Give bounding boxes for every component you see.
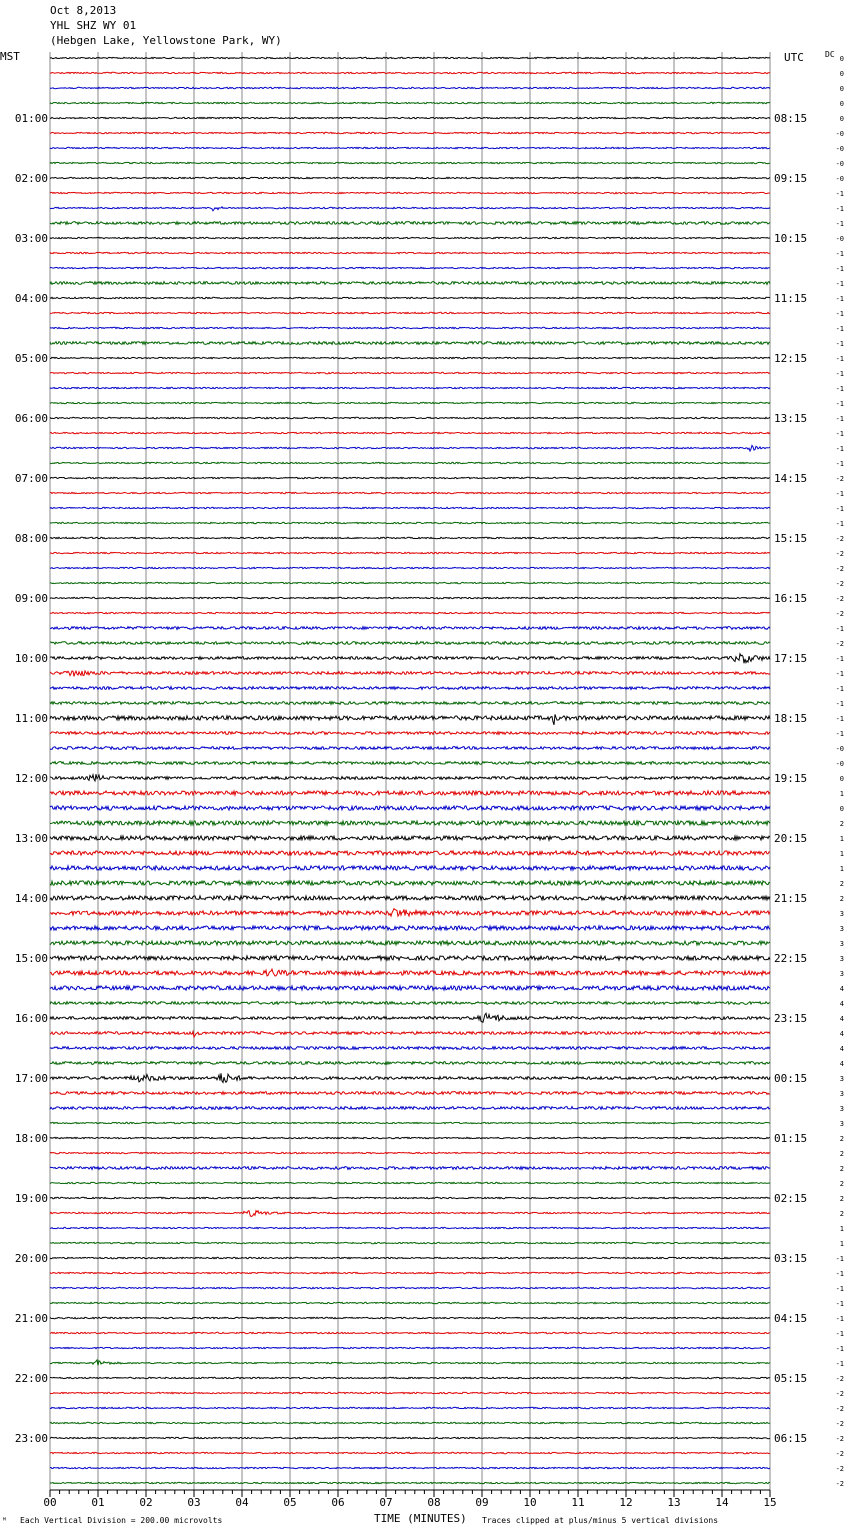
hour-label-utc: 20:15: [774, 832, 808, 845]
hour-label-mst: 12:00: [14, 772, 48, 785]
trace-row-8: [50, 177, 770, 178]
dc-offset-value: -1: [835, 655, 844, 663]
trace-row-56: [50, 896, 770, 900]
dc-offset-value: -1: [835, 1300, 844, 1308]
trace-row-68: [50, 1073, 770, 1082]
dc-offset-value: 0: [839, 775, 844, 783]
trace-row-66: [50, 1047, 770, 1050]
hour-label-mst: 02:00: [14, 172, 48, 185]
x-tick-label: 12: [619, 1496, 633, 1509]
dc-offset-value: -1: [835, 700, 844, 708]
trace-row-74: [50, 1167, 770, 1170]
trace-row-14: [50, 267, 770, 268]
trace-row-54: [50, 866, 770, 870]
trace-row-46: [50, 747, 770, 750]
dc-offset-value: 3: [839, 1105, 844, 1113]
hour-label-utc: 08:15: [774, 112, 808, 125]
trace-row-65: [50, 1032, 770, 1038]
trace-row-35: [50, 582, 770, 583]
dc-offset-value: 1: [839, 1240, 844, 1248]
trace-row-0: [50, 57, 770, 58]
dc-offset-value: -1: [835, 460, 844, 468]
dc-offset-value: 0: [839, 805, 844, 813]
dc-offset-value: -2: [835, 610, 844, 618]
trace-row-55: [50, 881, 770, 885]
x-tick-label: 07: [379, 1496, 393, 1509]
dc-offset-value: -1: [835, 310, 844, 318]
trace-row-63: [50, 1002, 770, 1005]
dc-offset-value: 3: [839, 1075, 844, 1083]
hour-label-utc: 02:15: [774, 1192, 808, 1205]
dc-offset-value: 0: [839, 70, 844, 78]
trace-row-44: [50, 714, 770, 725]
trace-row-89: [50, 1392, 770, 1393]
trace-row-43: [50, 702, 770, 705]
hour-label-utc: 01:15: [774, 1132, 808, 1145]
hour-label-mst: 20:00: [14, 1252, 48, 1265]
hour-label-utc: 15:15: [774, 532, 808, 545]
hour-label-mst: 03:00: [14, 232, 48, 245]
dc-offset-value: 2: [839, 880, 844, 888]
trace-row-67: [50, 1062, 770, 1065]
dc-offset-value: -1: [835, 250, 844, 258]
trace-row-33: [50, 552, 770, 553]
dc-offset-value: -1: [835, 685, 844, 693]
trace-row-13: [50, 252, 770, 253]
dc-offset-value: 3: [839, 1090, 844, 1098]
trace-row-31: [50, 522, 770, 523]
dc-offset-value: 3: [839, 940, 844, 948]
trace-row-28: [50, 477, 770, 478]
hour-label-utc: 16:15: [774, 592, 808, 605]
dc-offset-value: -1: [835, 505, 844, 513]
x-tick-label: 13: [667, 1496, 681, 1509]
dc-offset-value: 2: [839, 1195, 844, 1203]
dc-offset-value: -2: [835, 580, 844, 588]
trace-row-69: [50, 1092, 770, 1095]
trace-row-5: [50, 132, 770, 133]
trace-row-81: [50, 1272, 770, 1273]
trace-row-52: [50, 836, 770, 840]
dc-offset-value: -2: [835, 475, 844, 483]
dc-offset-value: 0: [839, 100, 844, 108]
hour-label-utc: 04:15: [774, 1312, 808, 1325]
x-tick-label: 11: [571, 1496, 585, 1509]
header-date: Oct 8,2013: [50, 4, 117, 17]
trace-row-10: [50, 207, 770, 211]
right-timezone-label: UTC: [784, 51, 804, 64]
trace-row-19: [50, 342, 770, 345]
trace-row-15: [50, 282, 770, 285]
x-tick-label: 15: [763, 1496, 777, 1509]
trace-row-50: [50, 806, 770, 810]
dc-offset-value: 3: [839, 910, 844, 918]
trace-row-88: [50, 1377, 770, 1378]
dc-offset-value: 1: [839, 835, 844, 843]
hour-label-mst: 17:00: [14, 1072, 48, 1085]
trace-row-32: [50, 537, 770, 538]
hour-label-utc: 06:15: [774, 1432, 808, 1445]
trace-row-16: [50, 297, 770, 298]
dc-offset-value: 4: [839, 1000, 844, 1008]
dc-offset-value: 1: [839, 790, 844, 798]
dc-offset-value: -1: [835, 370, 844, 378]
trace-row-59: [50, 941, 770, 945]
x-tick-label: 14: [715, 1496, 729, 1509]
hour-label-mst: 11:00: [14, 712, 48, 725]
trace-row-38: [50, 627, 770, 630]
dc-offset-value: -2: [835, 1390, 844, 1398]
trace-row-91: [50, 1422, 770, 1423]
trace-row-36: [50, 597, 770, 598]
dc-offset-value: -1: [835, 625, 844, 633]
dc-offset-value: 4: [839, 1015, 844, 1023]
hour-label-mst: 01:00: [14, 112, 48, 125]
trace-row-58: [50, 926, 770, 930]
trace-row-48: [50, 774, 770, 781]
trace-row-84: [50, 1317, 770, 1318]
hour-label-mst: 13:00: [14, 832, 48, 845]
trace-row-21: [50, 372, 770, 373]
x-tick-label: 10: [523, 1496, 537, 1509]
dc-offset-value: -1: [835, 220, 844, 228]
dc-offset-value: -0: [835, 130, 844, 138]
dc-offset-value: 0: [839, 85, 844, 93]
hour-label-mst: 05:00: [14, 352, 48, 365]
trace-row-26: [50, 445, 770, 451]
dc-offset-value: 2: [839, 1180, 844, 1188]
dc-offset-value: -2: [835, 1435, 844, 1443]
dc-offset-value: -0: [835, 175, 844, 183]
dc-offset-value: -2: [835, 1450, 844, 1458]
hour-label-utc: 22:15: [774, 952, 808, 965]
x-tick-label: 08: [427, 1496, 441, 1509]
dc-offset-value: 2: [839, 1150, 844, 1158]
header-location: (Hebgen Lake, Yellowstone Park, WY): [50, 34, 282, 47]
hour-label-utc: 19:15: [774, 772, 808, 785]
dc-offset-value: -0: [835, 145, 844, 153]
trace-row-62: [50, 986, 770, 990]
dc-offset-value: -2: [835, 1405, 844, 1413]
dc-offset-value: -2: [835, 1420, 844, 1428]
dc-offset-value: -1: [835, 295, 844, 303]
trace-row-30: [50, 507, 770, 508]
left-timezone-label: MST: [0, 50, 20, 63]
dc-offset-value: -1: [835, 430, 844, 438]
trace-row-9: [50, 192, 770, 193]
trace-row-25: [50, 432, 770, 433]
hour-label-utc: 17:15: [774, 652, 808, 665]
trace-row-57: [50, 909, 770, 917]
hour-label-mst: 14:00: [14, 892, 48, 905]
hour-label-mst: 08:00: [14, 532, 48, 545]
trace-row-73: [50, 1152, 770, 1153]
trace-row-70: [50, 1107, 770, 1110]
dc-offset-value: -1: [835, 355, 844, 363]
trace-row-87: [50, 1360, 770, 1365]
trace-row-17: [50, 312, 770, 313]
trace-row-45: [50, 732, 770, 735]
trace-row-93: [50, 1452, 770, 1453]
hour-label-utc: 11:15: [774, 292, 808, 305]
trace-row-75: [50, 1182, 770, 1183]
trace-row-79: [50, 1242, 770, 1243]
trace-row-42: [50, 687, 770, 690]
trace-row-76: [50, 1197, 770, 1198]
trace-row-77: [50, 1211, 770, 1217]
trace-row-1: [50, 72, 770, 73]
hour-label-utc: 18:15: [774, 712, 808, 725]
scale-note: Each Vertical Division = 200.00 microvolts: [20, 1516, 223, 1525]
hour-label-utc: 21:15: [774, 892, 808, 905]
dc-offset-value: -1: [835, 385, 844, 393]
trace-row-90: [50, 1407, 770, 1408]
dc-offset-value: 3: [839, 1120, 844, 1128]
trace-row-92: [50, 1437, 770, 1438]
dc-offset-value: 4: [839, 1030, 844, 1038]
dc-offset-value: -1: [835, 1330, 844, 1338]
dc-offset-value: -1: [835, 445, 844, 453]
hour-label-mst: 22:00: [14, 1372, 48, 1385]
trace-row-34: [50, 567, 770, 568]
trace-row-11: [50, 222, 770, 225]
hour-label-mst: 06:00: [14, 412, 48, 425]
trace-row-60: [50, 956, 770, 960]
corner-mark: ᴹ: [2, 1516, 7, 1525]
dc-offset-value: -1: [835, 1360, 844, 1368]
trace-row-7: [50, 162, 770, 163]
trace-row-12: [50, 237, 770, 238]
dc-offset-value: 2: [839, 1135, 844, 1143]
trace-row-72: [50, 1137, 770, 1138]
hour-label-mst: 09:00: [14, 592, 48, 605]
trace-row-85: [50, 1332, 770, 1333]
dc-offset-value: 1: [839, 850, 844, 858]
trace-row-61: [50, 969, 770, 976]
trace-row-18: [50, 327, 770, 328]
dc-offset-value: -2: [835, 550, 844, 558]
hour-label-mst: 19:00: [14, 1192, 48, 1205]
label-group: [15, 55, 844, 1509]
hour-label-mst: 23:00: [14, 1432, 48, 1445]
trace-row-3: [50, 102, 770, 103]
trace-row-83: [50, 1302, 770, 1303]
trace-row-95: [50, 1482, 770, 1483]
trace-row-86: [50, 1347, 770, 1348]
dc-offset-value: 2: [839, 820, 844, 828]
dc-offset-value: 2: [839, 1165, 844, 1173]
dc-offset-value: 2: [839, 895, 844, 903]
hour-label-utc: 13:15: [774, 412, 808, 425]
trace-row-71: [50, 1122, 770, 1123]
dc-offset-value: 3: [839, 970, 844, 978]
hour-label-mst: 15:00: [14, 952, 48, 965]
dc-offset-value: 4: [839, 1045, 844, 1053]
hour-label-utc: 03:15: [774, 1252, 808, 1265]
hour-label-mst: 21:00: [14, 1312, 48, 1325]
dc-offset-value: -1: [835, 190, 844, 198]
hour-label-mst: 10:00: [14, 652, 48, 665]
trace-row-47: [50, 762, 770, 765]
hour-label-utc: 14:15: [774, 472, 808, 485]
hour-label-utc: 23:15: [774, 1012, 808, 1025]
hour-label-utc: 10:15: [774, 232, 808, 245]
dc-offset-value: -1: [835, 280, 844, 288]
header-station: YHL SHZ WY 01: [50, 19, 137, 32]
trace-row-94: [50, 1467, 770, 1468]
hour-label-utc: 05:15: [774, 1372, 808, 1385]
dc-offset-value: 4: [839, 985, 844, 993]
dc-offset-value: -1: [835, 1255, 844, 1263]
dc-offset-value: -1: [835, 670, 844, 678]
x-tick-label: 03: [187, 1496, 201, 1509]
dc-offset-value: -1: [835, 715, 844, 723]
dc-offset-value: 0: [839, 55, 844, 63]
dc-offset-value: -1: [835, 1345, 844, 1353]
trace-row-51: [50, 821, 770, 825]
trace-row-20: [50, 357, 770, 358]
dc-offset-value: -2: [835, 1465, 844, 1473]
dc-offset-value: -1: [835, 1285, 844, 1293]
trace-row-29: [50, 492, 770, 493]
dc-offset-value: -0: [835, 760, 844, 768]
hour-label-utc: 12:15: [774, 352, 808, 365]
dc-offset-value: 3: [839, 925, 844, 933]
x-axis-label: TIME (MINUTES): [374, 1512, 467, 1525]
dc-offset-value: 1: [839, 865, 844, 873]
dc-offset-value: -1: [835, 415, 844, 423]
dc-offset-value: -1: [835, 1315, 844, 1323]
dc-label: DC: [825, 50, 835, 59]
dc-offset-value: -1: [835, 265, 844, 273]
trace-row-27: [50, 462, 770, 463]
dc-offset-value: 1: [839, 1225, 844, 1233]
dc-offset-value: -1: [835, 1270, 844, 1278]
trace-row-4: [50, 117, 770, 118]
x-tick-label: 09: [475, 1496, 489, 1509]
x-tick-label: 05: [283, 1496, 297, 1509]
dc-offset-value: 0: [839, 115, 844, 123]
dc-offset-value: -2: [835, 595, 844, 603]
trace-row-40: [50, 654, 770, 664]
dc-offset-value: -0: [835, 235, 844, 243]
trace-row-53: [50, 851, 770, 855]
hour-label-mst: 16:00: [14, 1012, 48, 1025]
hour-label-mst: 07:00: [14, 472, 48, 485]
trace-group: [50, 57, 770, 1483]
dc-offset-value: -0: [835, 745, 844, 753]
dc-offset-value: -1: [835, 325, 844, 333]
trace-row-39: [50, 642, 770, 645]
trace-row-41: [50, 671, 770, 677]
trace-row-82: [50, 1287, 770, 1288]
dc-offset-value: -1: [835, 340, 844, 348]
trace-row-49: [50, 791, 770, 795]
trace-row-23: [50, 402, 770, 403]
hour-label-utc: 00:15: [774, 1072, 808, 1085]
trace-row-80: [50, 1257, 770, 1258]
dc-offset-value: -1: [835, 205, 844, 213]
dc-offset-value: -1: [835, 400, 844, 408]
trace-row-2: [50, 87, 770, 88]
trace-row-24: [50, 417, 770, 418]
hour-label-mst: 04:00: [14, 292, 48, 305]
trace-row-78: [50, 1227, 770, 1228]
dc-offset-value: -2: [835, 640, 844, 648]
plot-grid: [50, 52, 770, 1497]
clip-note: Traces clipped at plus/minus 5 vertical divisions: [482, 1516, 719, 1525]
dc-offset-value: -1: [835, 490, 844, 498]
dc-offset-value: -1: [835, 520, 844, 528]
x-tick-label: 02: [139, 1496, 153, 1509]
dc-offset-value: 2: [839, 1210, 844, 1218]
trace-row-6: [50, 147, 770, 148]
x-tick-label: 01: [91, 1496, 105, 1509]
trace-row-37: [50, 612, 770, 613]
dc-offset-value: -2: [835, 535, 844, 543]
x-tick-label: 04: [235, 1496, 249, 1509]
dc-offset-value: -2: [835, 1480, 844, 1488]
dc-offset-value: -2: [835, 565, 844, 573]
trace-row-22: [50, 387, 770, 388]
dc-offset-value: -2: [835, 1375, 844, 1383]
trace-row-64: [50, 1013, 770, 1022]
x-tick-label: 06: [331, 1496, 345, 1509]
x-tick-label: 00: [43, 1496, 57, 1509]
dc-offset-value: -1: [835, 730, 844, 738]
dc-offset-value: -0: [835, 160, 844, 168]
hour-label-mst: 18:00: [14, 1132, 48, 1145]
dc-offset-value: 4: [839, 1060, 844, 1068]
hour-label-utc: 09:15: [774, 172, 808, 185]
dc-offset-value: 3: [839, 955, 844, 963]
